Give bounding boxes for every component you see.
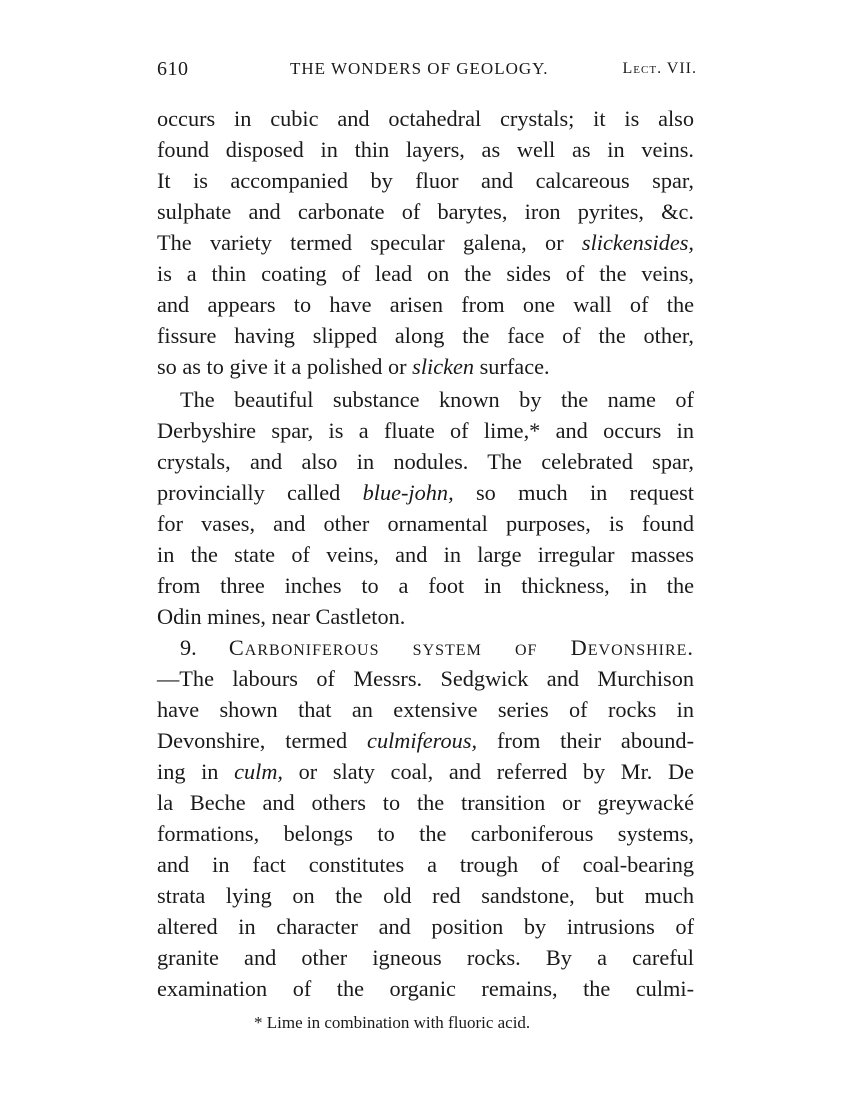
text-line — [157, 227, 694, 258]
text-line: —The labours of Messrs. Sedgwick and Murchison — [157, 665, 694, 691]
text-run: surface. — [474, 354, 550, 379]
section-number: 9. — [180, 634, 229, 660]
section-heading — [180, 632, 694, 663]
text-line: and in fact constitutes a trough of coal-bearing — [157, 851, 694, 877]
text-line: Odin mines, near Castleton. — [157, 603, 406, 629]
text-run: from their abound- — [477, 727, 694, 753]
text-line: The beautiful substance known by the name of — [180, 386, 694, 412]
lecture-number: Lect. VII. — [622, 60, 697, 77]
text-line: is a thin coating of lead on the sides of the veins, — [157, 261, 694, 286]
running-title: THE WONDERS OF GEOLOGY. — [290, 59, 549, 78]
text-line: Derbyshire spar, is a fluate of lime,* and occurs in — [157, 417, 694, 443]
text-run: Devonshire, termed — [157, 727, 368, 753]
text-line — [157, 725, 694, 756]
text-line: sulphate and carbonate of barytes, iron pyrites, &c. — [157, 199, 694, 224]
text-line: from three inches to a foot in thickness, in the — [157, 572, 694, 598]
text-run: or slaty coal, and referred by Mr. De — [283, 758, 694, 784]
running-header — [157, 58, 697, 88]
text-line: fissure having slipped along the face of the other, — [157, 323, 694, 348]
text-line: for vases, and other ornamental purposes, is found — [157, 510, 694, 536]
text-run: The variety termed specular galena, or — [157, 230, 582, 255]
text-line: occurs in cubic and octahedral crystals; it is also — [157, 106, 694, 131]
footnote: * Lime in combination with fluoric acid. — [254, 1013, 531, 1032]
page-number: 610 — [157, 58, 189, 80]
text-line: formations, belongs to the carboniferous systems, — [157, 820, 694, 846]
text-line: la Beche and others to the transition or greywacké — [157, 789, 694, 815]
text-line: have shown that an extensive series of rocks in — [157, 696, 694, 722]
text-line — [157, 477, 694, 508]
text-line: crystals, and also in nodules. The celebrated spar, — [157, 448, 694, 474]
text-line: It is accompanied by fluor and calcareous spar, — [157, 168, 694, 193]
italic-term: slicken — [412, 354, 475, 379]
text-run: so much in request — [453, 479, 694, 505]
text-line: and appears to have arisen from one wall of the — [157, 292, 694, 317]
text-line — [157, 351, 694, 382]
text-line: granite and other igneous rocks. By a careful — [157, 944, 694, 970]
text-line: altered in character and position by intrusions of — [157, 913, 694, 939]
text-line — [157, 756, 694, 787]
italic-term: culmiferous, — [367, 727, 478, 753]
text-run: so as to give it a polished or — [157, 354, 413, 379]
italic-term: blue-john, — [362, 479, 454, 505]
text-run: ing in — [157, 758, 235, 784]
text-line: strata lying on the old red sandstone, but much — [157, 882, 694, 908]
text-run: provincially called — [157, 479, 363, 505]
text-line: examination of the organic remains, the culmi- — [157, 975, 694, 1001]
italic-term: slickensides, — [581, 230, 694, 255]
text-line: found disposed in thin layers, as well as in veins. — [157, 137, 694, 162]
italic-term: culm, — [234, 758, 283, 784]
text-line: in the state of veins, and in large irregular masses — [157, 541, 694, 567]
section-title: Carboniferous system of Devonshire. — [228, 634, 694, 660]
